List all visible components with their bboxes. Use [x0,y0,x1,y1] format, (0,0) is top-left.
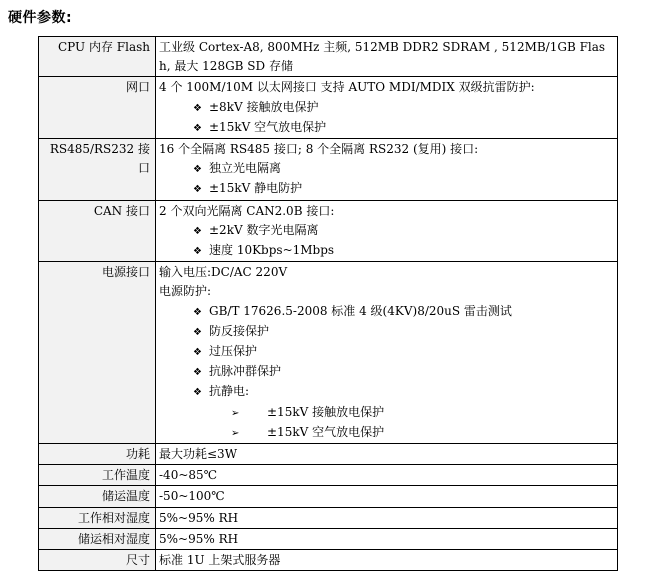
row-label-operating-humidity: 工作相对湿度 [39,507,156,528]
list-item: ❖ ±15kV 空气放电保护 [159,118,614,138]
arrow-bullet-icon: ➢ [231,407,240,419]
table-row-rs485 [39,139,618,201]
diamond-bullet-icon: ❖ [193,347,202,359]
row-label-storage-humidity: 储运相对湿度 [39,528,156,549]
list-item: ❖ 独立光电隔离 [159,159,614,179]
table-row-storage-temperature [39,486,618,507]
table-row-cpu [39,37,618,77]
row-value-power-consumption: 最大功耗≤3W [156,444,618,465]
rs485-description: 16 个全隔离 RS485 接口; 8 个全隔离 RS232 (复用) 接口: [159,142,479,157]
list-item: ❖ 速度 10Kbps~1Mbps [159,241,614,261]
row-value-rs485 [156,139,618,201]
diamond-bullet-icon: ❖ [193,184,202,196]
list-item: ➢ ±15kV 接触放电保护 [159,403,614,423]
power-protection-heading: 电源防护: [159,284,212,299]
power-input-voltage: 输入电压:DC/AC 220V [159,265,288,280]
arrow-bullet-icon: ➢ [231,427,240,439]
row-value-storage-temperature: -50~100℃ [156,486,618,507]
row-value-operating-temperature: -40~85℃ [156,465,618,486]
table-row-can [39,200,618,262]
table-row-power [39,262,618,444]
diamond-bullet-icon: ❖ [193,102,202,114]
row-label-can: CAN 接口 [39,200,156,262]
diamond-bullet-icon: ❖ [193,387,202,399]
row-value-cpu: 工业级 Cortex-A8, 800MHz 主频, 512MB DDR2 SDRAM , 512MB/1GB Flash, 最大 128GB SD 存储 [156,37,618,77]
diamond-bullet-icon: ❖ [193,367,202,379]
hardware-spec-table [38,36,618,571]
diamond-bullet-icon: ❖ [193,326,202,338]
row-label-dimensions: 尺寸 [39,550,156,571]
diamond-bullet-icon: ❖ [193,225,202,237]
diamond-bullet-icon: ❖ [193,306,202,318]
table-row-storage-humidity [39,528,618,549]
list-item: ❖ GB/T 17626.5-2008 标准 4 级(4KV)8/20uS 雷击测试 [159,302,614,322]
row-value-dimensions: 标准 1U 上架式服务器 [156,550,618,571]
list-item: ❖ 抗静电: [159,382,614,402]
row-value-power [156,262,618,444]
table-row-dimensions [39,550,618,571]
row-label-rs485: RS485/RS232 接口 [39,139,156,201]
row-label-power: 电源接口 [39,262,156,444]
row-label-storage-temperature: 储运温度 [39,486,156,507]
list-item: ❖ 过压保护 [159,342,614,362]
row-value-storage-humidity: 5%~95% RH [156,528,618,549]
row-value-can [156,200,618,262]
can-description: 2 个双向光隔离 CAN2.0B 接口: [159,203,335,218]
row-value-network [156,77,618,139]
network-description: 4 个 100M/10M 以太网接口 支持 AUTO MDI/MDIX 双级抗雷防护: [159,80,535,95]
table-row-operating-temperature [39,465,618,486]
row-label-operating-temperature: 工作温度 [39,465,156,486]
diamond-bullet-icon: ❖ [193,122,202,134]
list-item: ❖ ±2kV 数字光电隔离 [159,221,614,241]
row-value-operating-humidity: 5%~95% RH [156,507,618,528]
list-item: ➢ ±15kV 空气放电保护 [159,423,614,443]
list-item: ❖ 抗脉冲群保护 [159,362,614,382]
list-item: ❖ ±15kV 静电防护 [159,179,614,199]
table-row-power-consumption [39,444,618,465]
diamond-bullet-icon: ❖ [193,164,202,176]
row-label-cpu: CPU 内存 Flash [39,37,156,77]
row-label-power-consumption: 功耗 [39,444,156,465]
table-row-operating-humidity [39,507,618,528]
list-item: ❖ 防反接保护 [159,322,614,342]
section-title: 硬件参数: [8,10,73,26]
diamond-bullet-icon: ❖ [193,246,202,258]
list-item: ❖ ±8kV 接触放电保护 [159,98,614,118]
table-row-network [39,77,618,139]
row-label-network: 网口 [39,77,156,139]
